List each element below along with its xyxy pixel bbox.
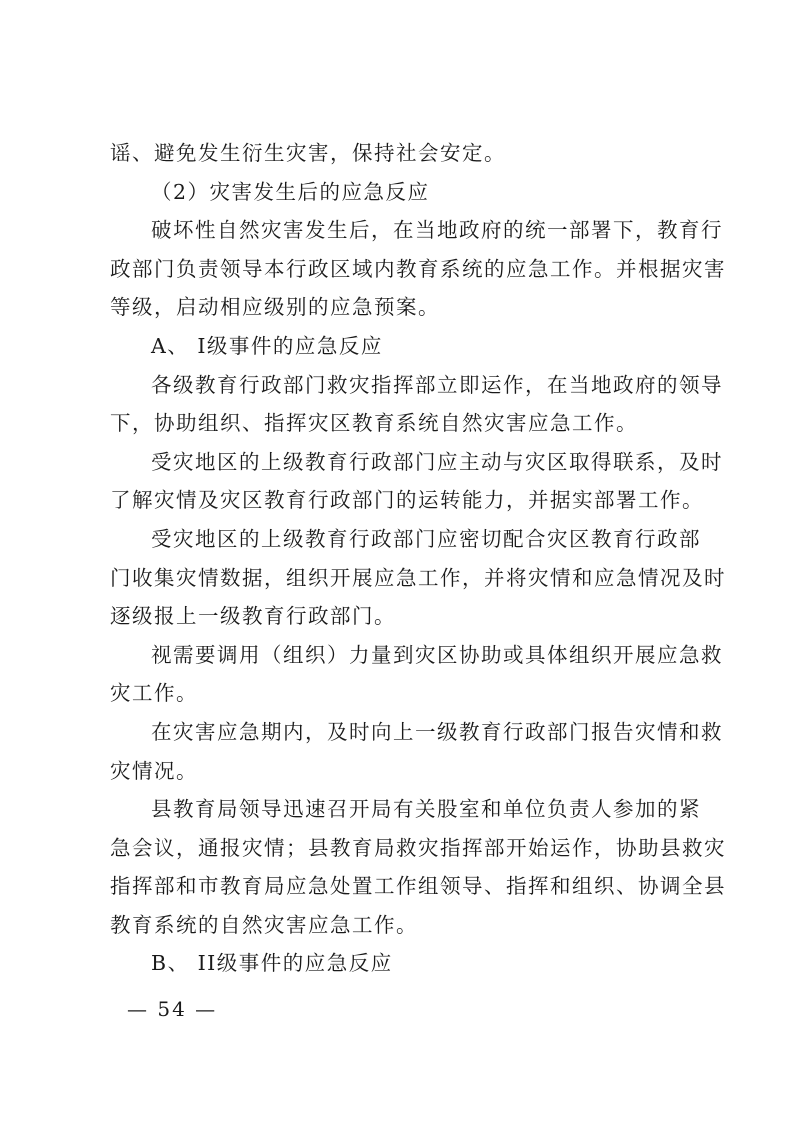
text-line: 灾工作。 — [110, 681, 198, 706]
text-line: 逐级报上一级教育行政部门。 — [110, 604, 396, 629]
text-line: 视需要调用（组织）力量到灾区协助或具体组织开展应急救 — [151, 642, 723, 667]
text-line: 灾情况。 — [110, 758, 198, 783]
text-line: 了解灾情及灾区教育行政部门的运转能力，并据实部署工作。 — [110, 488, 704, 513]
text-line: 急会议，通报灾情；县教育局救灾指挥部开始运作，协助县救灾 — [110, 835, 726, 860]
text-line: 指挥部和市教育局应急处置工作组领导、指挥和组织、协调全县 — [110, 874, 726, 899]
text-line: 县教育局领导迅速召开局有关股室和单位负责人参加的紧 — [151, 797, 701, 822]
text-line: 在灾害应急期内，及时向上一级教育行政部门报告灾情和救 — [151, 719, 723, 744]
text-line: 下，协助组织、指挥灾区教育系统自然灾害应急工作。 — [110, 411, 638, 436]
text-line: 受灾地区的上级教育行政部门应密切配合灾区教育行政部 — [151, 526, 701, 551]
text-line: 等级，启动相应级别的应急预案。 — [110, 295, 440, 320]
section-heading: B、 II级事件的应急反应 — [151, 951, 393, 976]
text-line: 各级教育行政部门救灾指挥部立即运作，在当地政府的领导 — [151, 372, 723, 397]
section-heading: （2）灾害发生后的应急反应 — [151, 179, 430, 204]
text-line: 谣、避免发生衍生灾害，保持社会安定。 — [110, 141, 506, 165]
text-line: 门收集灾情数据，组织开展应急工作，并将灾情和应急情况及时 — [110, 565, 726, 590]
text-line: 破坏性自然灾害发生后，在当地政府的统一部署下，教育行 — [151, 218, 723, 243]
document-body — [110, 134, 726, 983]
text-line: 受灾地区的上级教育行政部门应主动与灾区取得联系，及时 — [151, 449, 723, 474]
text-line: 政部门负责领导本行政区域内教育系统的应急工作。并根据灾害 — [110, 256, 726, 281]
page-number: — 54 — — [127, 997, 218, 1021]
text-line: 教育系统的自然灾害应急工作。 — [110, 912, 418, 937]
section-heading: A、 I级事件的应急反应 — [151, 333, 383, 358]
